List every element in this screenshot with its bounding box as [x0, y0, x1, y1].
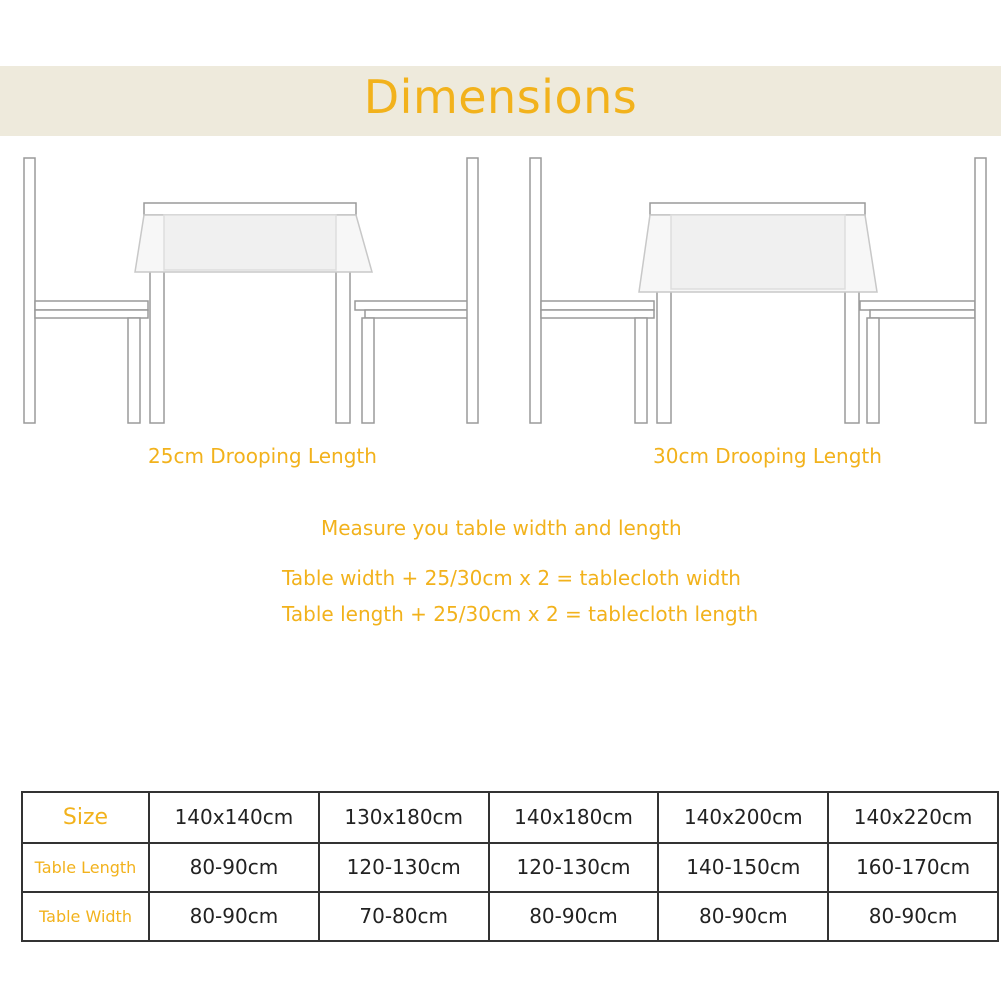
size-cell: 140x180cm — [489, 792, 659, 843]
caption-30cm: 30cm Drooping Length — [653, 444, 882, 468]
row-header-table-length: Table Length — [22, 843, 149, 892]
size-table — [21, 791, 999, 942]
page-title: Dimensions — [363, 70, 638, 124]
table-row-length — [22, 843, 998, 892]
size-cell: 140x220cm — [828, 792, 998, 843]
table-diagram-25cm — [0, 150, 500, 430]
width-cell: 80-90cm — [149, 892, 319, 941]
length-cell: 160-170cm — [828, 843, 998, 892]
table-diagram-30cm — [505, 150, 1001, 430]
size-cell: 140x140cm — [149, 792, 319, 843]
length-cell: 80-90cm — [149, 843, 319, 892]
length-formula: Table length + 25/30cm x 2 = tablecloth length — [282, 602, 759, 626]
length-cell: 140-150cm — [658, 843, 828, 892]
length-cell: 120-130cm — [489, 843, 659, 892]
row-header-size: Size — [22, 792, 149, 843]
width-cell: 80-90cm — [658, 892, 828, 941]
length-cell: 120-130cm — [319, 843, 489, 892]
width-cell: 70-80cm — [319, 892, 489, 941]
table-row-width — [22, 892, 998, 941]
row-header-table-width: Table Width — [22, 892, 149, 941]
size-cell: 130x180cm — [319, 792, 489, 843]
width-formula: Table width + 25/30cm x 2 = tablecloth width — [282, 566, 741, 590]
width-cell: 80-90cm — [489, 892, 659, 941]
caption-25cm: 25cm Drooping Length — [148, 444, 377, 468]
table-row-size — [22, 792, 998, 843]
width-cell: 80-90cm — [828, 892, 998, 941]
measure-instruction: Measure you table width and length — [321, 516, 682, 540]
size-cell: 140x200cm — [658, 792, 828, 843]
